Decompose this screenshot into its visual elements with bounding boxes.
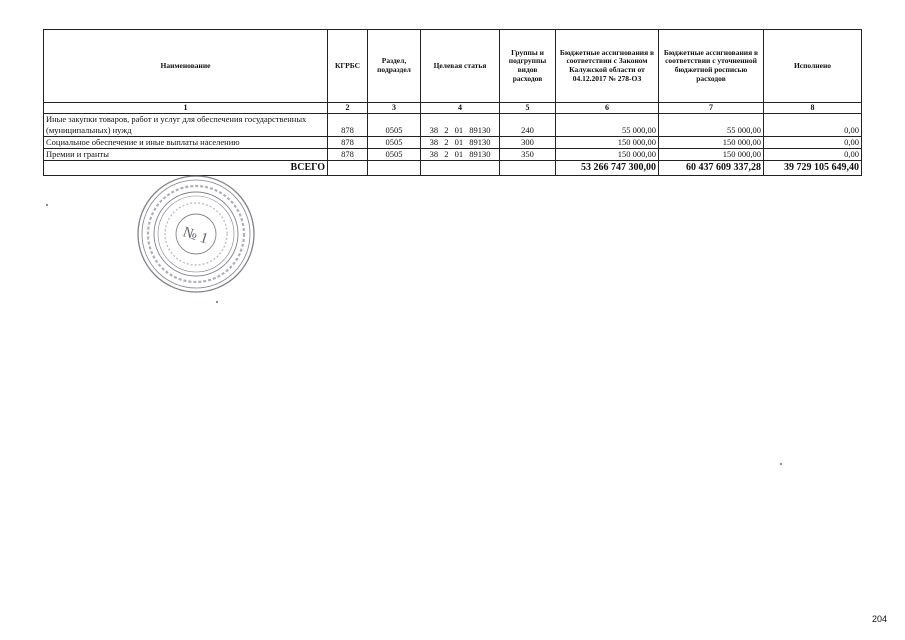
- seal-number: № 1: [180, 224, 211, 248]
- total-executed: 39 729 105 649,40: [764, 161, 862, 176]
- table-row: [44, 137, 862, 149]
- row-law: 150 000,00: [556, 149, 659, 161]
- row-section: 0505: [368, 114, 421, 137]
- total-law: 53 266 747 300,00: [556, 161, 659, 176]
- row-executed: 0,00: [764, 114, 862, 137]
- row-name: Премии и гранты: [44, 149, 328, 161]
- row-kgrbs: 878: [328, 149, 368, 161]
- table-row: [44, 149, 862, 161]
- row-executed: 0,00: [764, 149, 862, 161]
- column-number: 5: [500, 103, 556, 114]
- budget-table: [43, 29, 862, 176]
- row-revised: 150 000,00: [659, 137, 764, 149]
- column-number: 4: [421, 103, 500, 114]
- row-revised: 55 000,00: [659, 114, 764, 137]
- total-revised: 60 437 609 337,28: [659, 161, 764, 176]
- header-name: Наименование: [44, 30, 328, 103]
- row-section: 0505: [368, 149, 421, 161]
- row-target: 38 2 01 89130: [421, 114, 500, 137]
- row-law: 55 000,00: [556, 114, 659, 137]
- empty-cell: [421, 161, 500, 176]
- header-row: [44, 30, 862, 103]
- page-number: 204: [871, 614, 887, 624]
- row-group: 350: [500, 149, 556, 161]
- column-number: 7: [659, 103, 764, 114]
- header-group: Группы и подгруппы видов расходов: [500, 30, 556, 103]
- row-name: Иные закупки товаров, работ и услуг для обеспечения государственных (муниципальных) нужд: [44, 114, 328, 137]
- empty-cell: [500, 161, 556, 176]
- column-number-row: [44, 103, 862, 114]
- row-section: 0505: [368, 137, 421, 149]
- scan-speck: [46, 204, 48, 206]
- row-law: 150 000,00: [556, 137, 659, 149]
- column-number: 6: [556, 103, 659, 114]
- empty-cell: [368, 161, 421, 176]
- row-group: 300: [500, 137, 556, 149]
- row-executed: 0,00: [764, 137, 862, 149]
- column-number: 2: [328, 103, 368, 114]
- column-number: 1: [44, 103, 328, 114]
- header-section: Раздел, подраздел: [368, 30, 421, 103]
- row-target: 38 2 01 89130: [421, 137, 500, 149]
- total-label: ВСЕГО: [44, 161, 328, 176]
- header-law: Бюджетные ассигнования в соответствии с Законом Калужской области от 04.12.2017 № 278-ОЗ: [556, 30, 659, 103]
- column-number: 3: [368, 103, 421, 114]
- row-name: Социальное обеспечение и иные выплаты населению: [44, 137, 328, 149]
- empty-cell: [328, 161, 368, 176]
- scan-speck: [780, 463, 782, 465]
- header-kgrbs: КГРБС: [328, 30, 368, 103]
- row-target: 38 2 01 89130: [421, 149, 500, 161]
- row-kgrbs: 878: [328, 114, 368, 137]
- official-seal: [132, 172, 260, 296]
- table-row: [44, 114, 862, 137]
- scan-speck: [216, 301, 218, 303]
- header-revised: Бюджетные ассигнования в соответствии с уточненной бюджетной росписью расходов: [659, 30, 764, 103]
- column-number: 8: [764, 103, 862, 114]
- header-executed: Исполнено: [764, 30, 862, 103]
- row-revised: 150 000,00: [659, 149, 764, 161]
- row-kgrbs: 878: [328, 137, 368, 149]
- row-group: 240: [500, 114, 556, 137]
- header-target: Целевая статья: [421, 30, 500, 103]
